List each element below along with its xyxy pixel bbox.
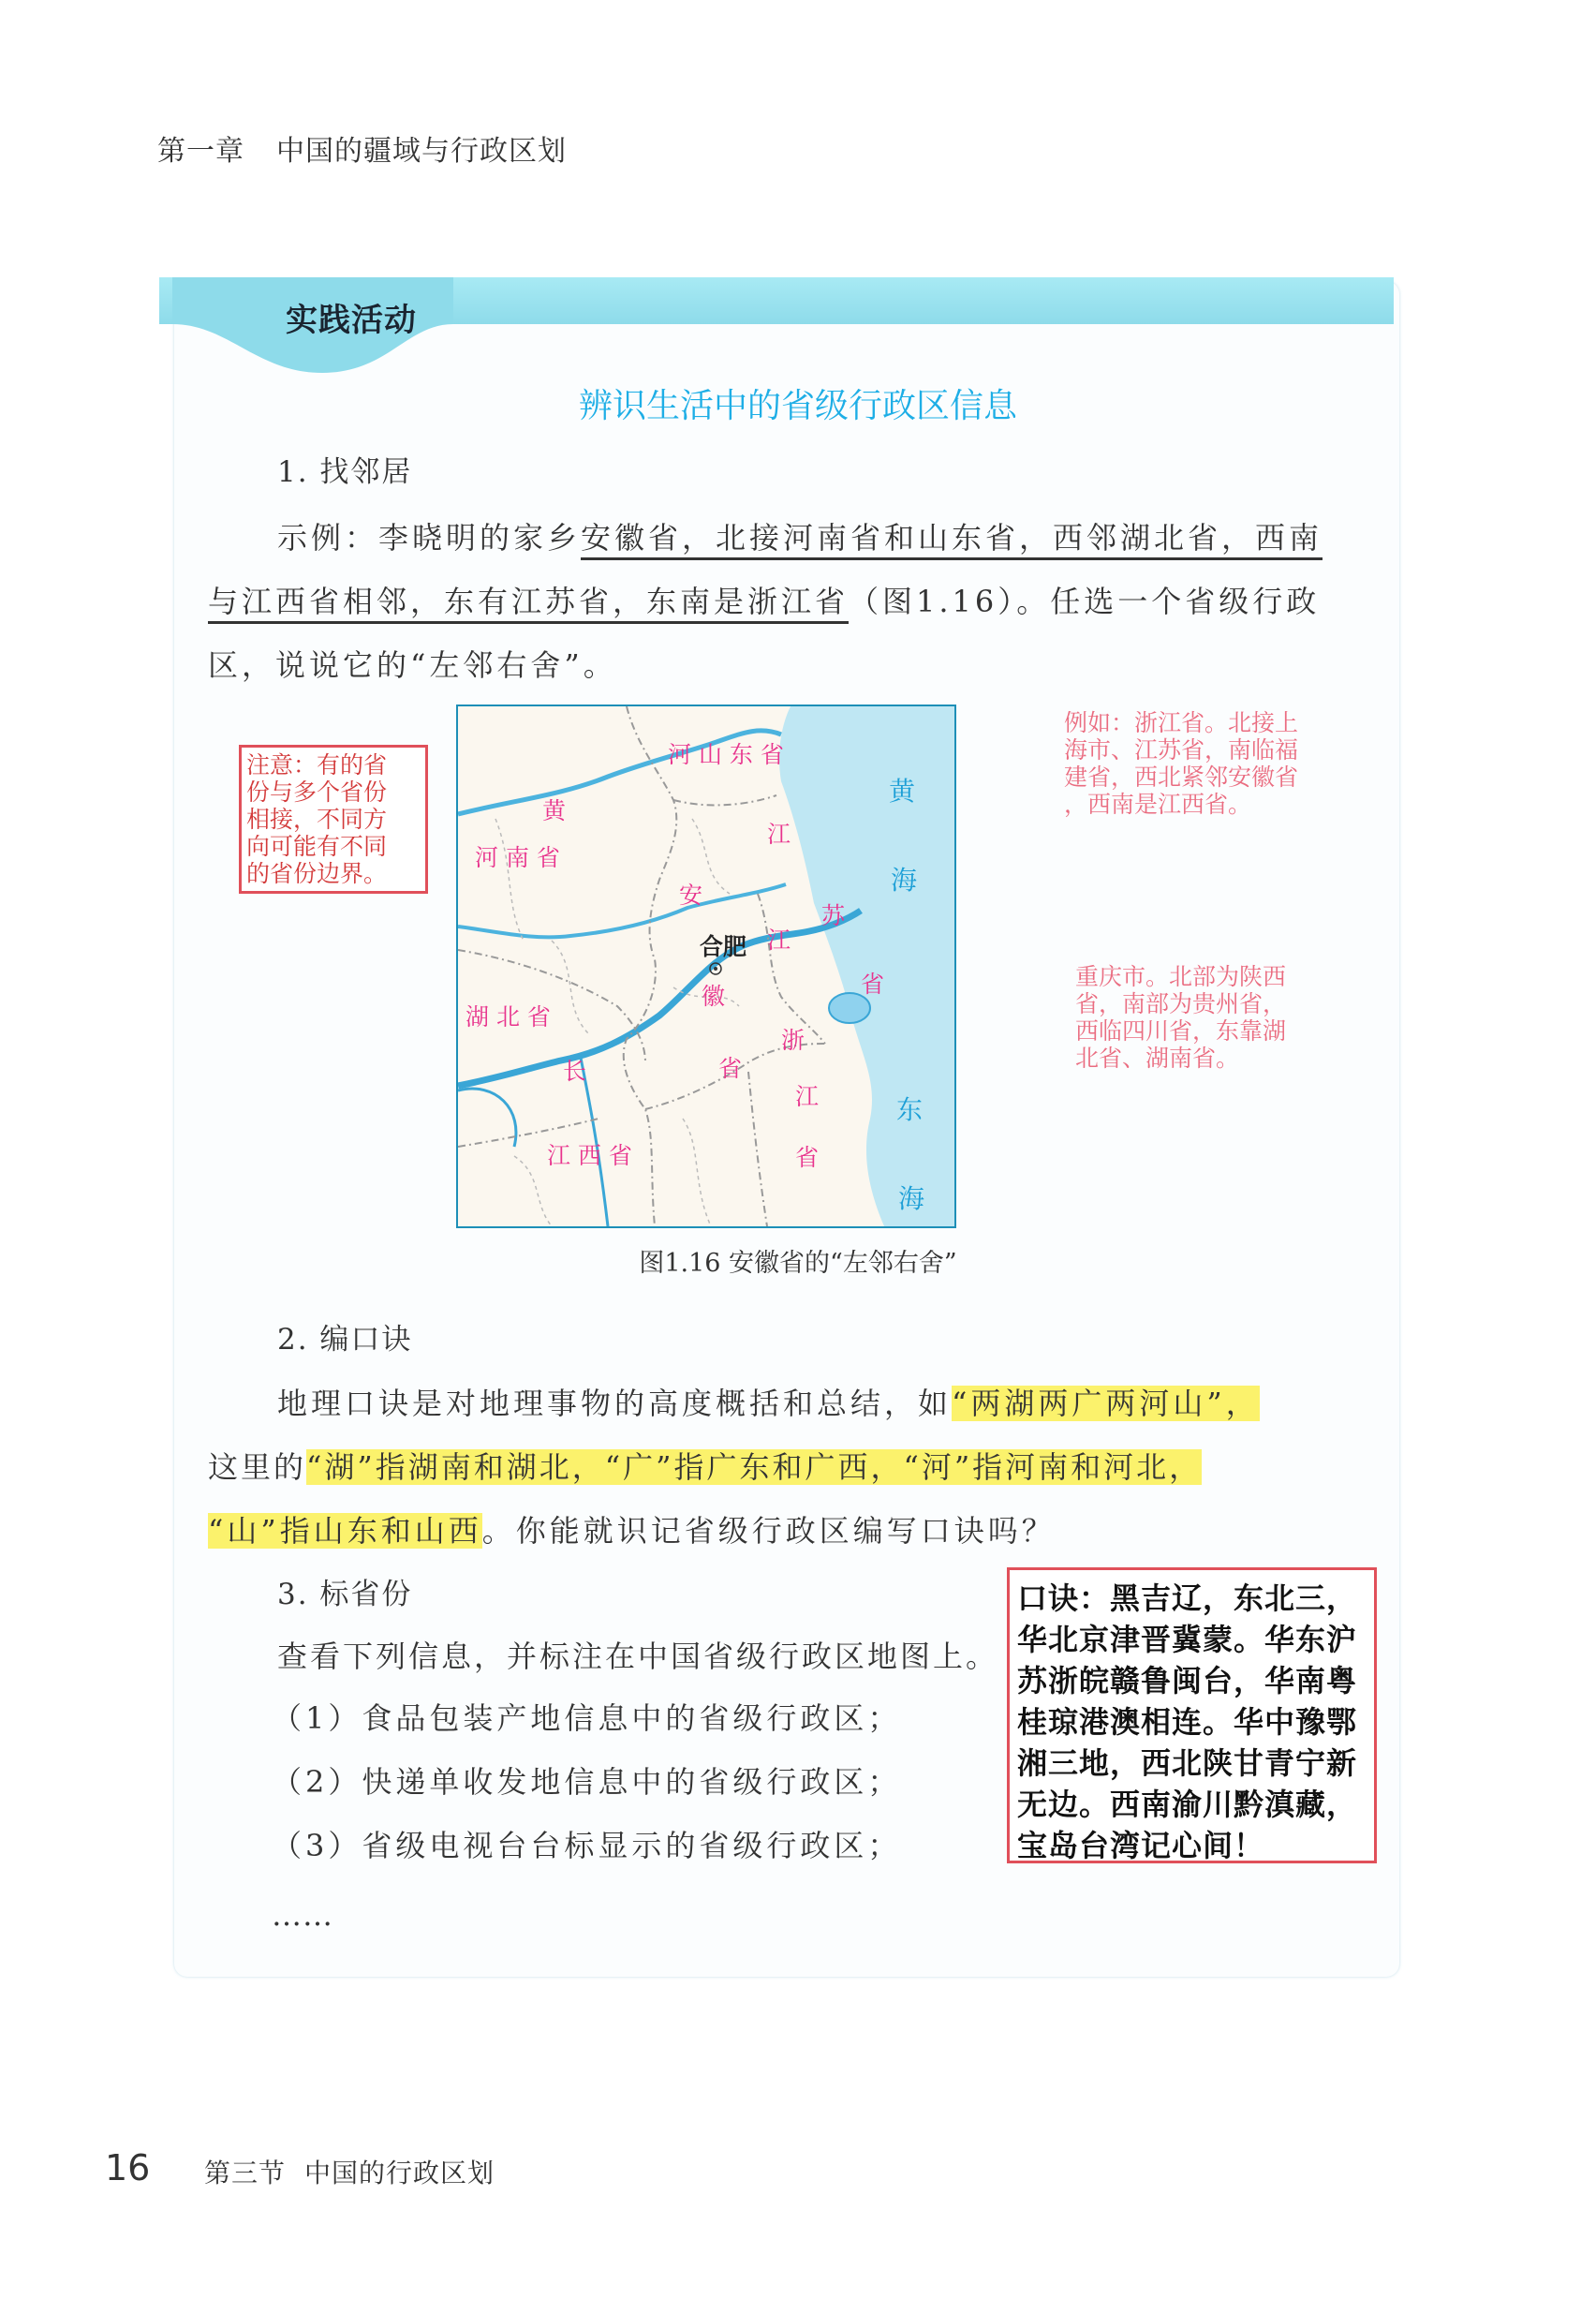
mnemonic-line: 湘三地，西北陕甘青宁新 [1017,1745,1358,1781]
part1-line1-underlined: 安徽省，北接河南省和山东省，西邻湖北省，西南 [581,520,1323,560]
note-line: 例如：浙江省。北接上 [1064,709,1299,736]
province-boundary [748,1072,767,1226]
part2-highlight-shan: “山”指山东和山西 [208,1513,482,1549]
label-anhui-3: 省 [718,1055,743,1082]
note-line: 海市、江苏省，南临福 [1064,736,1299,764]
note-line: 重庆市。北部为陕西 [1075,963,1287,990]
activity-label: 实践活动 [286,302,417,339]
part3-ellipsis: …… [272,1897,333,1933]
mnemonic-line: 无边。西南渝川黔滇藏， [1017,1787,1358,1822]
part2-heading: 2. 编口诀 [277,1323,413,1357]
label-jiangsu-2: 苏 [821,902,846,929]
prefecture-boundary [683,1119,711,1226]
figure-caption: 图1.16 安徽省的“左邻右舍” [639,1249,957,1278]
mnemonic-line: 口诀：黑吉辽，东北三， [1017,1580,1358,1616]
note-left-line: 相接，不同方 [246,806,388,833]
footer-section: 第三节 [204,2158,287,2188]
province-boundary [758,894,825,1044]
part2-line3 [208,1499,1056,1563]
part2-highlight-explanation: “湖”指湖南和湖北，“广”指广东和广西，“河”指河南和河北， [306,1449,1203,1485]
note-right-chongqing [1075,963,1286,1072]
huai-river [458,884,786,937]
part1-line2-underlined: 与江西省相邻，东有江苏省，东南是浙江省 [208,584,849,624]
label-river-jiang: 江 [767,927,791,954]
note-right-zhejiang [1064,709,1298,818]
mnemonic-line: 宝岛台湾记心间！ [1017,1828,1265,1863]
part3-heading: 3. 标省份 [277,1578,413,1611]
note-left-line: 向可能有不同 [246,833,388,860]
note-left-line: 的省份边界。 [246,860,388,887]
map-svg [458,706,954,1226]
section-footer [204,2153,495,2190]
mnemonic-box [1007,1567,1377,1863]
label-jiangxi: 江 西 省 [547,1142,632,1169]
note-line: ，西南是江西省。 [1064,791,1252,818]
mnemonic-line: 华北京津晋冀蒙。华东沪 [1017,1622,1358,1657]
note-line: 省，南部为贵州省， [1075,990,1287,1017]
label-donghai-2: 海 [898,1183,925,1214]
label-henan: 河 南 省 [475,844,560,871]
part1-line2 [208,570,1320,633]
label-hefei: 合肥 [700,933,747,960]
part3-item: （1）食品包装产地信息中的省级行政区； [272,1700,902,1736]
label-huang: 黄 [542,797,567,824]
note-line: 北省、湖南省。 [1075,1045,1240,1072]
section-title: 辨识生活中的省级行政区信息 [578,387,1017,425]
prefecture-boundary [552,941,589,1034]
part1-line1 [277,506,1323,570]
part2-highlight-quote: “两湖两广两河山”， [952,1386,1260,1421]
label-zhejiang-1: 浙 [781,1027,805,1054]
label-huanghai-2: 海 [891,865,918,896]
part1-line3: 区，说说它的“左邻右舍”。 [208,647,617,683]
note-line: 建省，西北紧邻安徽省 [1064,764,1299,791]
river-branch [458,1089,516,1147]
label-zhejiang-2: 江 [795,1083,820,1110]
chapter-number: 第一章 [157,135,244,168]
part2-line2-lead: 这里的 [208,1449,307,1485]
part2-line1 [277,1372,1260,1435]
label-anhui-1: 安 [679,882,703,909]
province-boundary [673,795,776,805]
part1-line1-lead: 示例：李晓明的家乡 [277,520,582,556]
part1-heading: 1. 找邻居 [277,455,413,489]
label-anhui-2: 徽 [702,983,726,1010]
part3-intro: 查看下列信息，并标注在中国省级行政区地图上。 [277,1639,999,1674]
note-left [239,745,428,894]
part2-line3-tail: 。你能就识记省级行政区编写口诀吗？ [481,1513,1056,1549]
label-jiangsu-1: 江 [767,821,791,848]
chapter-title: 中国的疆域与行政区划 [276,135,567,168]
note-line: 西临四川省，东靠湖 [1075,1017,1287,1045]
label-shandong: 河 山 东 省 [668,741,784,768]
mnemonic-line: 桂琼港澳相连。华中豫鄂 [1017,1704,1358,1740]
part2-line1-lead: 地理口诀是对地理事物的高度概括和总结，如 [277,1386,953,1421]
part3-item: （3）省级电视台台标显示的省级行政区； [272,1828,902,1863]
page-number: 16 [105,2147,151,2188]
note-left-line: 份与多个省份 [246,779,388,806]
label-jiangsu-3: 省 [861,971,885,998]
label-hubei: 湖 北 省 [466,1003,551,1031]
label-zhejiang-3: 省 [795,1144,820,1171]
prefecture-boundary [514,1156,552,1226]
label-donghai-1: 东 [896,1094,924,1125]
label-huanghai-1: 黄 [889,776,916,807]
mnemonic-line: 苏浙皖赣鲁闽台，华南粤 [1017,1663,1358,1698]
prefecture-boundary [495,819,524,941]
footer-section-title: 中国的行政区划 [304,2158,495,2188]
part3-item: （2）快递单收发地信息中的省级行政区； [272,1764,902,1800]
anhui-neighbors-map [456,705,956,1228]
label-chang: 长 [563,1058,587,1085]
hefei-capital-dot [714,967,717,971]
part2-line2 [208,1435,1202,1499]
part1-line2-tail: （图1.16）。任选一个省级行政 [849,584,1321,619]
chapter-header [157,127,567,169]
note-left-line: 注意：有的省 [246,751,388,779]
